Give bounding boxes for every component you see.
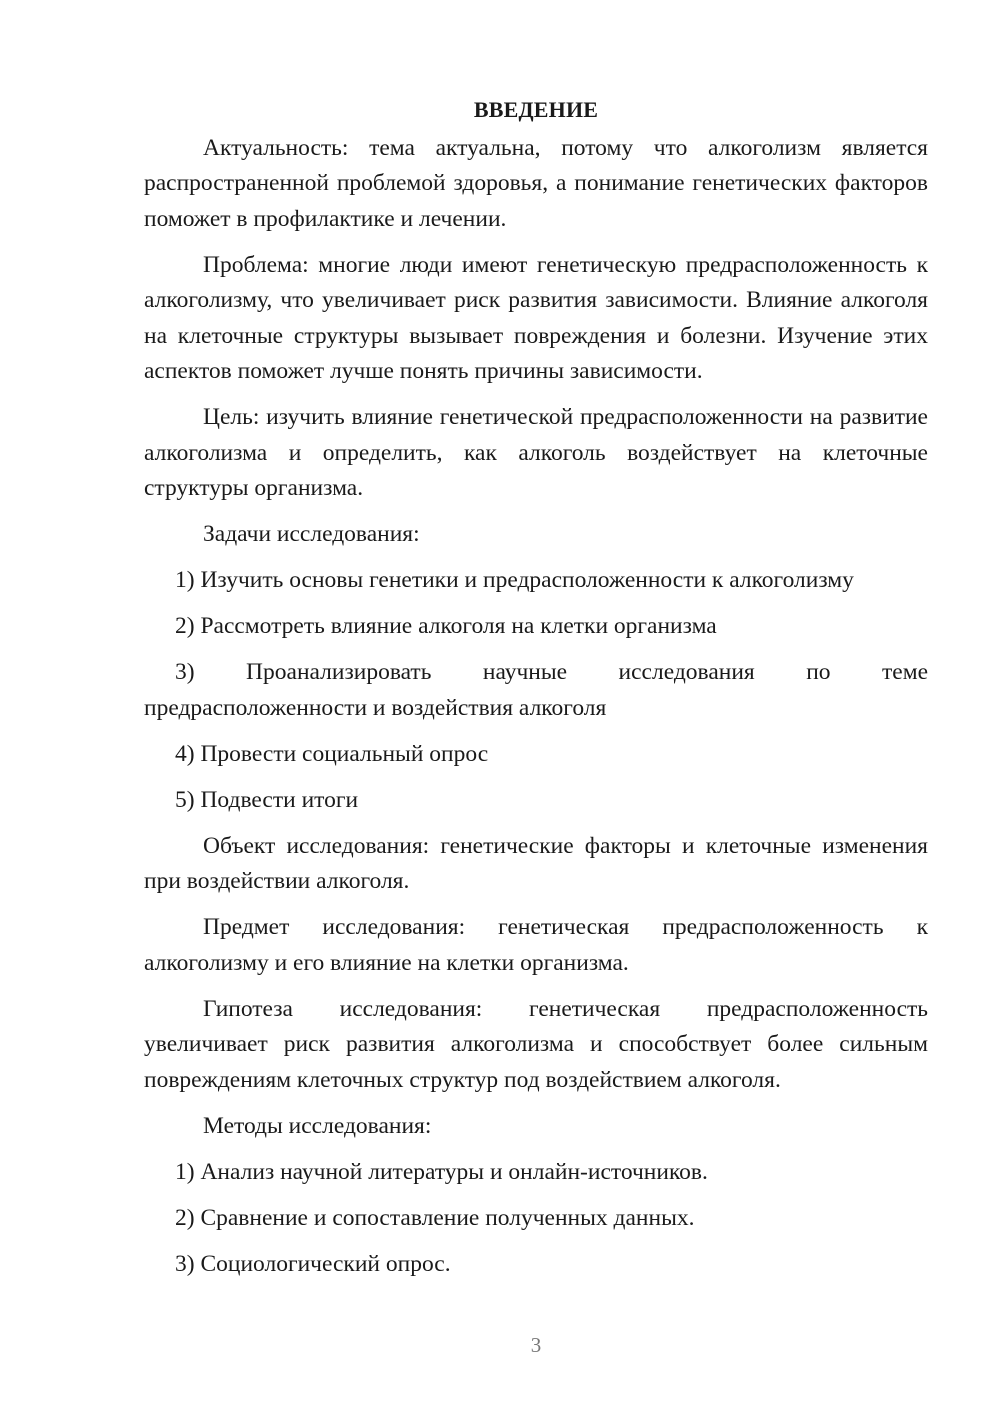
- task-item: 3) Проанализировать научные исследования по теме предрасположенности и воздействия алкоголя: [144, 659, 928, 721]
- goal-paragraph: Цель: изучить влияние генетической предрасположенности на развитие алкоголизма и определить, как алкоголь воздействует на клеточные структуры организма.: [144, 404, 928, 501]
- section-title: ВВЕДЕНИЕ: [473, 97, 599, 122]
- document-page: [144, 92, 928, 1293]
- methods-heading: Методы исследования:: [203, 1112, 432, 1139]
- subject-paragraph: Предмет исследования: генетическая предрасположенность к алкоголизму и его влияние на клетки организма.: [144, 914, 928, 976]
- task-item: 2) Рассмотреть влияние алкоголя на клетки организма: [175, 613, 717, 639]
- object-paragraph: Объект исследования: генетические факторы и клеточные изменения при воздействии алкоголя.: [144, 832, 928, 894]
- relevance-paragraph: Актуальность: тема актуальна, потому что алкоголизм является распространенной проблемой здоровья, а понимание генетических факторов поможет в профилактике и лечении.: [144, 134, 928, 232]
- task-item: 5) Подвести итоги: [175, 786, 359, 813]
- tasks-heading: Задачи исследования:: [203, 521, 420, 547]
- task-item: 4) Провести социальный опрос: [175, 740, 489, 767]
- task-item: 1) Изучить основы генетики и предрасположенности к алкоголизму: [175, 567, 854, 593]
- method-item: 1) Анализ научной литературы и онлайн-источников.: [175, 1158, 708, 1185]
- method-item: 3) Социологический опрос.: [175, 1250, 451, 1277]
- method-item: 2) Сравнение и сопоставление полученных данных.: [175, 1204, 695, 1231]
- page-number: 3: [530, 1333, 542, 1357]
- hypothesis-paragraph: Гипотеза исследования: генетическая предрасположенность увеличивает риск развития алкоголизма и способствует более сильным повреждениям клеточных структур под воздействием алкоголя.: [144, 995, 928, 1093]
- problem-paragraph: Проблема: многие люди имеют генетическую предрасположенность к алкоголизму, что увеличивает риск развития зависимости. Влияние алкоголя на клеточные структуры вызывает повреждения и болезни. Изучение этих аспектов поможет лучше понять причины зависимости.: [144, 251, 928, 384]
